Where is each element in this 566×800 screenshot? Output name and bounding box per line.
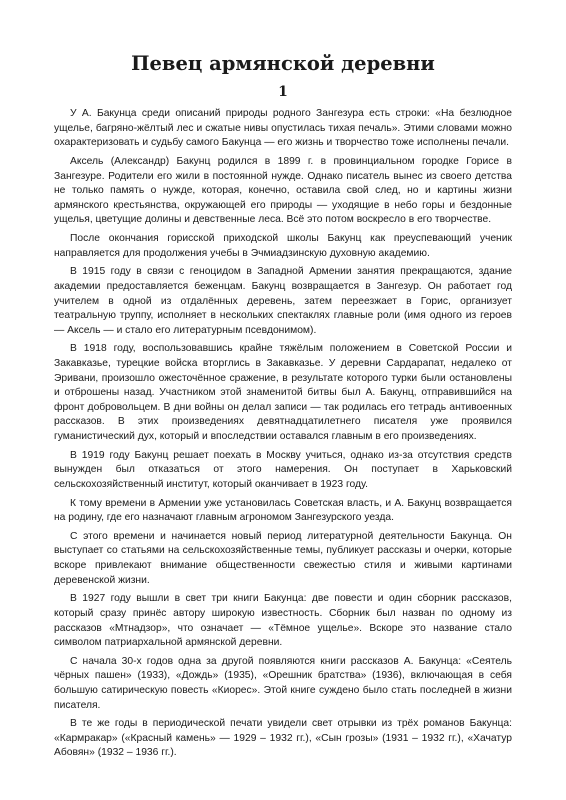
section-number: 1 [278, 84, 288, 101]
paragraph: С этого времени и начинается новый период литературной деятельности Бакунца. Он выступает со статьями на сельскохозяйственные темы, публикует рассказы и очерки, которые вскоре привлекают внимание общественности свежестью стиля и живыми картинами деревенской жизни. [54, 530, 512, 586]
paragraph: После окончания горисской приходской школы Бакунц как преуспевающий ученик направляется для продолжения учебы в Эчмиадзинскую духовную академию. [54, 233, 512, 259]
page-title: Певец армянской деревни [131, 52, 435, 75]
paragraph: С начала 30-х годов одна за другой появляются книги рассказов А. Бакунца: «Сеятель чёрных пашен» (1933), «Дождь» (1935), «Орешник братства» (1936), включающая в себя большую сатирическую повесть «Киорес». Этой книге суждено было стать последней в жизни писателя. [54, 655, 512, 711]
paragraph: К тому времени в Армении уже установилась Советская власть, и А. Бакунц возвращается на родину, где его назначают главным агрономом Зангезурского уезда. [54, 497, 512, 524]
body-text [54, 107, 512, 761]
paragraph: В 1927 году вышли в свет три книги Бакунца: две повести и один сборник рассказов, который сразу принёс автору широкую известность. Сборник был назван по одному из рассказов «Мтнадзор», что означает — «Тёмное ущелье». Вскоре это название стало символом патриархальной армянской деревни. [54, 593, 512, 649]
paragraph: В те же годы в периодической печати увидели свет отрывки из трёх романов Бакунца: «Кармракар» («Красный камень» — 1929 – 1932 гг.), «Сын грозы» (1931 – 1932 гг.), «Хачатур Абовян» (1932 – 1936 гг.). [54, 718, 512, 759]
paragraph: В 1915 году в связи с геноцидом в Западной Армении занятия прекращаются, здание академии предоставляется беженцам. Бакунц возвращается в Зангезур. Он работает год учителем в одной из отдалённых деревень, затем переезжает в Горис, организует театральную труппу, исполняет в нескольких спектаклях главные роли (имя одного из героев — Аксель — и стало его литературным псевдонимом). [54, 266, 512, 336]
paragraph: В 1919 году Бакунц решает поехать в Москву учиться, однако из-за отсутствия средств вынужден был отказаться от этого намерения. Он поступает в Харьковский сельскохозяйственный институт, который оканчивает в 1923 году. [54, 449, 512, 490]
paragraph: В 1918 году, воспользовавшись крайне тяжёлым положением в Советской России и Закавказье, турецкие войска вторглись в Закавказье. У деревни Сардарапат, недалеко от Эривани, произошло ожесточённое сражение, в результате которого турки были остановлены и отброшены назад. Участником этой знаменитой битвы был А. Бакунц, отправившийся на фронт добровольцем. В дни войны он делал записи — так родилась его тетрадь антивоенных рассказов. В этих произведениях девятнадцатилетнего писателя уже проявился гуманистический дух, который и впоследствии оставался главным в его произведениях. [54, 343, 512, 443]
paragraph: Аксель (Александр) Бакунц родился в 1899 г. в провинциальном городке Горисе в Зангезуре. Родители его жили в постоянной нужде. Однако писатель вынес из своего детства не только память о нужде, которая, конечно, оставила свой след, но и картины жизни армянского крестьянства, окружающей его природы — уходящие в небо горы и бездонные ущелья, цветущие долины и девственные леса. Всё это потом воскресло в его творчестве. [54, 156, 512, 226]
paragraph: У А. Бакунца среди описаний природы родного Зангезура есть строки: «На безлюдное ущелье, багряно-жёлтый лес и сжатые нивы опустилась тихая печаль». Этими словами можно охарактеризовать и судьбу самого Бакунца — его жизнь и творчество тоже исполнены печали. [54, 108, 512, 149]
